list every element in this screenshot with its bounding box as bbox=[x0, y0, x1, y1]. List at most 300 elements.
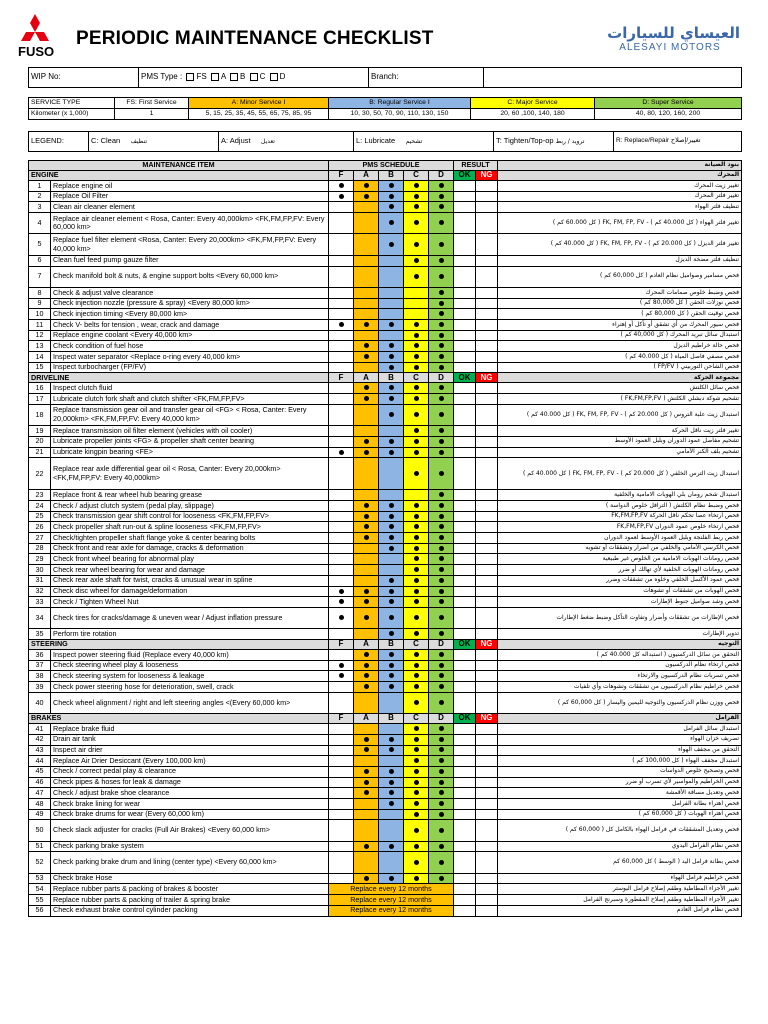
ng-cell[interactable] bbox=[476, 436, 498, 447]
schedule-dot bbox=[439, 450, 444, 455]
schedule-dot bbox=[414, 322, 419, 327]
ng-cell[interactable] bbox=[476, 501, 498, 512]
ng-cell[interactable] bbox=[476, 309, 498, 320]
schedule-cell bbox=[379, 298, 404, 309]
ng-cell[interactable] bbox=[476, 607, 498, 628]
schedule-dot bbox=[389, 801, 394, 806]
schedule-dot bbox=[439, 343, 444, 348]
schedule-cell bbox=[354, 309, 379, 320]
ng-cell[interactable] bbox=[476, 692, 498, 713]
item-text-ar: فحص وشد صواميل جنوط الإطارات bbox=[498, 597, 742, 608]
item-text: Replace Oil Filter bbox=[51, 191, 329, 202]
schedule-cell bbox=[429, 820, 454, 841]
ng-cell[interactable] bbox=[476, 671, 498, 682]
item-number: 34 bbox=[29, 607, 51, 628]
item-text: Check / adjust clutch system (pedal play, slippage) bbox=[51, 501, 329, 512]
ok-cell[interactable] bbox=[454, 426, 476, 437]
alesayi-arabic: العيساي للسيارات bbox=[607, 24, 740, 42]
table-row bbox=[29, 724, 742, 735]
item-text: Check tires for cracks/damage & uneven wear / Adjust inflation pressure bbox=[51, 607, 329, 628]
item-number: 4 bbox=[29, 213, 51, 234]
ng-cell[interactable] bbox=[476, 191, 498, 202]
schedule-cell bbox=[379, 607, 404, 628]
item-text: Replace front & rear wheel hub bearing grease bbox=[51, 490, 329, 501]
legend-label: LEGEND: bbox=[29, 132, 89, 152]
ok-cell[interactable] bbox=[454, 724, 476, 735]
schedule-dot bbox=[414, 242, 419, 247]
schedule-dot bbox=[339, 450, 344, 455]
schedule-cell bbox=[329, 436, 354, 447]
fs-service: FS: First Service bbox=[115, 98, 189, 109]
ok-cell[interactable] bbox=[454, 501, 476, 512]
schedule-dot bbox=[364, 450, 369, 455]
schedule-cell bbox=[404, 458, 429, 490]
schedule-cell bbox=[379, 490, 404, 501]
item-text: Check pipes & hoses for leak & damage bbox=[51, 777, 329, 788]
item-text: Check steering system for looseness & leakage bbox=[51, 671, 329, 682]
ok-cell[interactable] bbox=[454, 436, 476, 447]
ng-cell[interactable] bbox=[476, 724, 498, 735]
schedule-cell bbox=[329, 820, 354, 841]
ok-cell[interactable] bbox=[454, 586, 476, 597]
item-text-ar: فحص وضبط خلوص صمامات المحرك bbox=[498, 287, 742, 298]
result-header: RESULT bbox=[454, 161, 498, 171]
ok-cell[interactable] bbox=[454, 777, 476, 788]
schedule-dot bbox=[364, 354, 369, 359]
ng-cell[interactable] bbox=[476, 629, 498, 640]
ok-cell[interactable] bbox=[454, 575, 476, 586]
ok-cell[interactable] bbox=[454, 181, 476, 192]
ok-cell[interactable] bbox=[454, 287, 476, 298]
item-number: 33 bbox=[29, 597, 51, 608]
ng-cell[interactable] bbox=[476, 298, 498, 309]
ok-cell[interactable] bbox=[454, 266, 476, 287]
item-text: Inspect water separator <Replace o-ring every 40,000 km> bbox=[51, 352, 329, 363]
schedule-dot bbox=[414, 471, 419, 476]
table-row bbox=[29, 895, 742, 906]
wip-form bbox=[28, 67, 742, 88]
ok-cell[interactable] bbox=[454, 394, 476, 405]
item-number: 16 bbox=[29, 383, 51, 394]
ok-cell[interactable] bbox=[454, 543, 476, 554]
ok-cell[interactable] bbox=[454, 692, 476, 713]
schedule-dot bbox=[439, 876, 444, 881]
schedule-cell bbox=[329, 745, 354, 756]
schedule-cell bbox=[429, 629, 454, 640]
table-row bbox=[29, 788, 742, 799]
ng-cell[interactable] bbox=[476, 202, 498, 213]
ok-cell[interactable] bbox=[454, 202, 476, 213]
ok-cell[interactable] bbox=[454, 362, 476, 373]
ng-cell[interactable] bbox=[476, 766, 498, 777]
ok-cell[interactable] bbox=[454, 533, 476, 544]
ok-cell[interactable] bbox=[454, 895, 476, 906]
schedule-dot bbox=[439, 652, 444, 657]
ok-cell[interactable] bbox=[454, 458, 476, 490]
schedule-cell bbox=[329, 213, 354, 234]
ng-cell[interactable] bbox=[476, 895, 498, 906]
ok-header: OK bbox=[454, 639, 476, 649]
schedule-cell bbox=[379, 319, 404, 330]
item-number: 11 bbox=[29, 319, 51, 330]
schedule-dot bbox=[389, 780, 394, 785]
item-text-ar: تغيير فلتر المحرك bbox=[498, 191, 742, 202]
ok-cell[interactable] bbox=[454, 745, 476, 756]
schedule-cell bbox=[354, 266, 379, 287]
ok-cell[interactable] bbox=[454, 660, 476, 671]
schedule-dot bbox=[439, 311, 444, 316]
schedule-cell bbox=[329, 565, 354, 576]
schedule-cell bbox=[354, 447, 379, 458]
schedule-cell bbox=[379, 841, 404, 852]
ng-cell[interactable] bbox=[476, 756, 498, 767]
table-row bbox=[29, 319, 742, 330]
ok-cell[interactable] bbox=[454, 649, 476, 660]
schedule-cell bbox=[379, 724, 404, 735]
ok-cell[interactable] bbox=[454, 330, 476, 341]
ok-cell[interactable] bbox=[454, 352, 476, 363]
branch-field[interactable] bbox=[484, 68, 742, 88]
ok-cell[interactable] bbox=[454, 319, 476, 330]
schedule-cell bbox=[379, 213, 404, 234]
item-text-ar: استبدال سائل الفرامل bbox=[498, 724, 742, 735]
ng-cell[interactable] bbox=[476, 734, 498, 745]
item-number: 47 bbox=[29, 788, 51, 799]
alesayi-english: ALESAYI MOTORS bbox=[619, 42, 721, 53]
schedule-cell bbox=[404, 266, 429, 287]
schedule-cell bbox=[329, 309, 354, 320]
schedule-dot bbox=[414, 503, 419, 508]
ng-cell[interactable] bbox=[476, 820, 498, 841]
schedule-cell bbox=[329, 873, 354, 884]
schedule-cell bbox=[379, 554, 404, 565]
ng-cell[interactable] bbox=[476, 234, 498, 255]
table-row bbox=[29, 798, 742, 809]
ng-cell[interactable] bbox=[476, 394, 498, 405]
schedule-dot bbox=[439, 599, 444, 604]
table-row bbox=[29, 671, 742, 682]
branch-label: Branch: bbox=[369, 68, 484, 88]
schedule-cell bbox=[354, 543, 379, 554]
item-text: Drain air tank bbox=[51, 734, 329, 745]
item-text: Check V- belts for tension , wear, crack and damage bbox=[51, 319, 329, 330]
schedule-dot bbox=[439, 220, 444, 225]
schedule-cell bbox=[379, 181, 404, 192]
schedule-cell bbox=[379, 777, 404, 788]
ok-cell[interactable] bbox=[454, 597, 476, 608]
schedule-dot bbox=[414, 365, 419, 370]
schedule-cell bbox=[354, 841, 379, 852]
ok-cell[interactable] bbox=[454, 841, 476, 852]
schedule-dot bbox=[414, 599, 419, 604]
item-text-ar: تدوير الإطارات bbox=[498, 629, 742, 640]
schedule-cell bbox=[404, 341, 429, 352]
item-number: 17 bbox=[29, 394, 51, 405]
schedule-cell bbox=[429, 234, 454, 255]
schedule-dot bbox=[364, 790, 369, 795]
ng-cell[interactable] bbox=[476, 745, 498, 756]
item-text: Check & adjust valve clearance bbox=[51, 287, 329, 298]
ng-cell[interactable] bbox=[476, 426, 498, 437]
ng-cell[interactable] bbox=[476, 287, 498, 298]
ng-cell[interactable] bbox=[476, 841, 498, 852]
ok-cell[interactable] bbox=[454, 298, 476, 309]
item-text-ar: تشحيم شوكة دبشلي الكلتش ( FK,FM,FP,FV ) bbox=[498, 394, 742, 405]
item-text-ar: فحص نظام الفرامل اليدوي bbox=[498, 841, 742, 852]
ng-cell[interactable] bbox=[476, 884, 498, 895]
ng-cell[interactable] bbox=[476, 522, 498, 533]
schedule-cell bbox=[404, 649, 429, 660]
item-number: 12 bbox=[29, 330, 51, 341]
item-text-ar: فحص اهتراء الهوبات ( كل 60,000 كم ) bbox=[498, 809, 742, 820]
item-number: 45 bbox=[29, 766, 51, 777]
replace-note: Replace every 12 months bbox=[329, 895, 454, 906]
table-row bbox=[29, 841, 742, 852]
km-label: Kilometer (x 1,000) bbox=[29, 109, 115, 120]
ok-cell[interactable] bbox=[454, 565, 476, 576]
ng-cell[interactable] bbox=[476, 649, 498, 660]
ok-cell[interactable] bbox=[454, 766, 476, 777]
item-number: 18 bbox=[29, 404, 51, 425]
ng-cell[interactable] bbox=[476, 341, 498, 352]
ng-cell[interactable] bbox=[476, 362, 498, 373]
ok-cell[interactable] bbox=[454, 820, 476, 841]
ok-cell[interactable] bbox=[454, 522, 476, 533]
schedule-dot bbox=[364, 514, 369, 519]
ng-cell[interactable] bbox=[476, 905, 498, 916]
ng-cell[interactable] bbox=[476, 352, 498, 363]
schedule-cell bbox=[429, 873, 454, 884]
table-row bbox=[29, 565, 742, 576]
ng-cell[interactable] bbox=[476, 554, 498, 565]
ng-cell[interactable] bbox=[476, 798, 498, 809]
item-number: 13 bbox=[29, 341, 51, 352]
schedule-cell bbox=[354, 362, 379, 373]
b-checkbox[interactable] bbox=[230, 73, 238, 81]
table-row bbox=[29, 298, 742, 309]
ng-cell[interactable] bbox=[476, 660, 498, 671]
item-number: 39 bbox=[29, 682, 51, 693]
ng-cell[interactable] bbox=[476, 404, 498, 425]
schedule-cell bbox=[379, 565, 404, 576]
item-number: 37 bbox=[29, 660, 51, 671]
item-number: 10 bbox=[29, 309, 51, 320]
schedule-cell bbox=[329, 287, 354, 298]
ok-cell[interactable] bbox=[454, 404, 476, 425]
ok-cell[interactable] bbox=[454, 884, 476, 895]
ng-cell[interactable] bbox=[476, 682, 498, 693]
ng-cell[interactable] bbox=[476, 873, 498, 884]
section-title-ar: المحرك bbox=[498, 171, 742, 181]
ng-cell[interactable] bbox=[476, 330, 498, 341]
ng-cell[interactable] bbox=[476, 533, 498, 544]
schedule-cell bbox=[329, 511, 354, 522]
schedule-dot bbox=[389, 737, 394, 742]
schedule-dot bbox=[389, 599, 394, 604]
schedule-dot bbox=[389, 194, 394, 199]
schedule-cell bbox=[379, 255, 404, 266]
ng-cell[interactable] bbox=[476, 543, 498, 554]
item-text-ar: فحص الخراطيم والمواسير لأي تسرب أو ضرر bbox=[498, 777, 742, 788]
ok-cell[interactable] bbox=[454, 905, 476, 916]
schedule-cell bbox=[404, 734, 429, 745]
ng-cell[interactable] bbox=[476, 181, 498, 192]
item-text-ar: تغيير فلتر الديزل ( كل 20.000 كم ) - FK, FM, FP, FV ( كل 40.000 كم ) bbox=[498, 234, 742, 255]
ng-cell[interactable] bbox=[476, 511, 498, 522]
section-title: STEERING bbox=[29, 639, 329, 649]
ng-cell[interactable] bbox=[476, 852, 498, 873]
ng-cell[interactable] bbox=[476, 319, 498, 330]
c-checkbox[interactable] bbox=[250, 73, 258, 81]
col-header-1: A bbox=[354, 373, 379, 383]
ng-cell[interactable] bbox=[476, 565, 498, 576]
item-text-ar: فحص بطانة فرامل اليد ( الوسط ) كل 60,000 كم bbox=[498, 852, 742, 873]
schedule-dot bbox=[439, 535, 444, 540]
schedule-cell bbox=[354, 852, 379, 873]
item-number: 24 bbox=[29, 501, 51, 512]
schedule-cell bbox=[329, 426, 354, 437]
ok-cell[interactable] bbox=[454, 234, 476, 255]
a-checkbox[interactable] bbox=[211, 73, 219, 81]
schedule-dot bbox=[339, 663, 344, 668]
schedule-cell bbox=[429, 522, 454, 533]
section-title: BRAKES bbox=[29, 714, 329, 724]
ng-cell[interactable] bbox=[476, 447, 498, 458]
ok-cell[interactable] bbox=[454, 756, 476, 767]
ok-cell[interactable] bbox=[454, 447, 476, 458]
item-text-ar: فحص حالة خراطيم الديزل bbox=[498, 341, 742, 352]
ok-cell[interactable] bbox=[454, 682, 476, 693]
ok-cell[interactable] bbox=[454, 671, 476, 682]
item-text-ar: فحص مسامير وصواميل نظام العادم ( كل 60,000 كم ) bbox=[498, 266, 742, 287]
schedule-dot bbox=[439, 801, 444, 806]
schedule-cell bbox=[404, 202, 429, 213]
schedule-cell bbox=[429, 383, 454, 394]
schedule-dot bbox=[414, 844, 419, 849]
ok-cell[interactable] bbox=[454, 852, 476, 873]
item-number: 36 bbox=[29, 649, 51, 660]
ok-cell[interactable] bbox=[454, 734, 476, 745]
col-header-0: F bbox=[329, 373, 354, 383]
ng-cell[interactable] bbox=[476, 266, 498, 287]
fs-checkbox[interactable] bbox=[186, 73, 194, 81]
item-text-ar: فحص ارتخاء عصا تحكم ناقل الحركة FK,FM,FP,FV bbox=[498, 511, 742, 522]
ok-cell[interactable] bbox=[454, 873, 476, 884]
item-text-ar: فحص مصفي فاصل المياه ( كل 40.000 كم ) bbox=[498, 352, 742, 363]
ng-cell[interactable] bbox=[476, 788, 498, 799]
ok-cell[interactable] bbox=[454, 511, 476, 522]
ng-cell[interactable] bbox=[476, 575, 498, 586]
schedule-dot bbox=[414, 535, 419, 540]
schedule-cell bbox=[354, 756, 379, 767]
schedule-dot bbox=[364, 322, 369, 327]
schedule-dot bbox=[364, 844, 369, 849]
table-row bbox=[29, 884, 742, 895]
schedule-dot bbox=[414, 578, 419, 583]
table-row bbox=[29, 341, 742, 352]
pms-type: PMS Type : FS A B C D bbox=[139, 68, 369, 88]
ng-cell[interactable] bbox=[476, 213, 498, 234]
ng-cell[interactable] bbox=[476, 490, 498, 501]
ok-cell[interactable] bbox=[454, 629, 476, 640]
ok-cell[interactable] bbox=[454, 309, 476, 320]
schedule-dot bbox=[339, 194, 344, 199]
ok-cell[interactable] bbox=[454, 191, 476, 202]
ok-cell[interactable] bbox=[454, 798, 476, 809]
ok-cell[interactable] bbox=[454, 341, 476, 352]
ng-cell[interactable] bbox=[476, 586, 498, 597]
schedule-cell bbox=[329, 756, 354, 767]
ng-cell[interactable] bbox=[476, 597, 498, 608]
fuso-wordmark: FUSO bbox=[18, 44, 55, 58]
schedule-dot bbox=[414, 354, 419, 359]
schedule-dot bbox=[414, 860, 419, 865]
schedule-cell bbox=[404, 511, 429, 522]
ok-cell[interactable] bbox=[454, 213, 476, 234]
c-km: 20, 60 ,100, 140, 180 bbox=[471, 109, 595, 120]
col-header-0: F bbox=[329, 171, 354, 181]
ok-cell[interactable] bbox=[454, 490, 476, 501]
schedule-cell bbox=[354, 511, 379, 522]
item-number: 53 bbox=[29, 873, 51, 884]
ok-cell[interactable] bbox=[454, 607, 476, 628]
item-number: 55 bbox=[29, 895, 51, 906]
item-number: 40 bbox=[29, 692, 51, 713]
item-text-ar: تغيير زيت المحرك bbox=[498, 181, 742, 192]
item-text: Check / correct pedal play & clearance bbox=[51, 766, 329, 777]
item-text-ar: فحص خراطيم فرامل الهواء bbox=[498, 873, 742, 884]
item-text: Check exhaust brake control cylinder packing bbox=[51, 905, 329, 916]
ng-cell[interactable] bbox=[476, 458, 498, 490]
ng-cell[interactable] bbox=[476, 777, 498, 788]
schedule-cell bbox=[329, 330, 354, 341]
legend-replace: R: Replace/Repair تغيير/إصلاح bbox=[614, 132, 742, 152]
schedule-dot bbox=[439, 524, 444, 529]
schedule-dot bbox=[364, 439, 369, 444]
schedule-dot bbox=[439, 546, 444, 551]
schedule-cell bbox=[329, 649, 354, 660]
schedule-cell bbox=[329, 394, 354, 405]
ok-cell[interactable] bbox=[454, 255, 476, 266]
ok-cell[interactable] bbox=[454, 554, 476, 565]
ok-cell[interactable] bbox=[454, 809, 476, 820]
item-text-ar: فحص الكرسي الأمامي والخلفي من أضرار وتشققات أو تشويه bbox=[498, 543, 742, 554]
schedule-dot bbox=[389, 183, 394, 188]
ok-cell[interactable] bbox=[454, 788, 476, 799]
schedule-cell bbox=[354, 501, 379, 512]
schedule-dot bbox=[364, 385, 369, 390]
ng-cell[interactable] bbox=[476, 255, 498, 266]
schedule-dot bbox=[364, 615, 369, 620]
ng-cell[interactable] bbox=[476, 383, 498, 394]
schedule-cell bbox=[379, 447, 404, 458]
ok-cell[interactable] bbox=[454, 383, 476, 394]
item-text: Replace rubber parts & packing of brakes & booster bbox=[51, 884, 329, 895]
schedule-dot bbox=[439, 758, 444, 763]
table-row bbox=[29, 660, 742, 671]
schedule-cell bbox=[404, 404, 429, 425]
item-number: 5 bbox=[29, 234, 51, 255]
schedule-dot bbox=[389, 652, 394, 657]
ng-cell[interactable] bbox=[476, 809, 498, 820]
schedule-dot bbox=[414, 524, 419, 529]
d-checkbox[interactable] bbox=[270, 73, 278, 81]
table-row bbox=[29, 692, 742, 713]
schedule-dot bbox=[414, 801, 419, 806]
schedule-dot bbox=[389, 615, 394, 620]
item-text-ar: فحص ووزن نظام الدركسيون والتوجيه لليمين واليسار ( كل 60,000 كم ) bbox=[498, 692, 742, 713]
schedule-dot bbox=[439, 301, 444, 306]
